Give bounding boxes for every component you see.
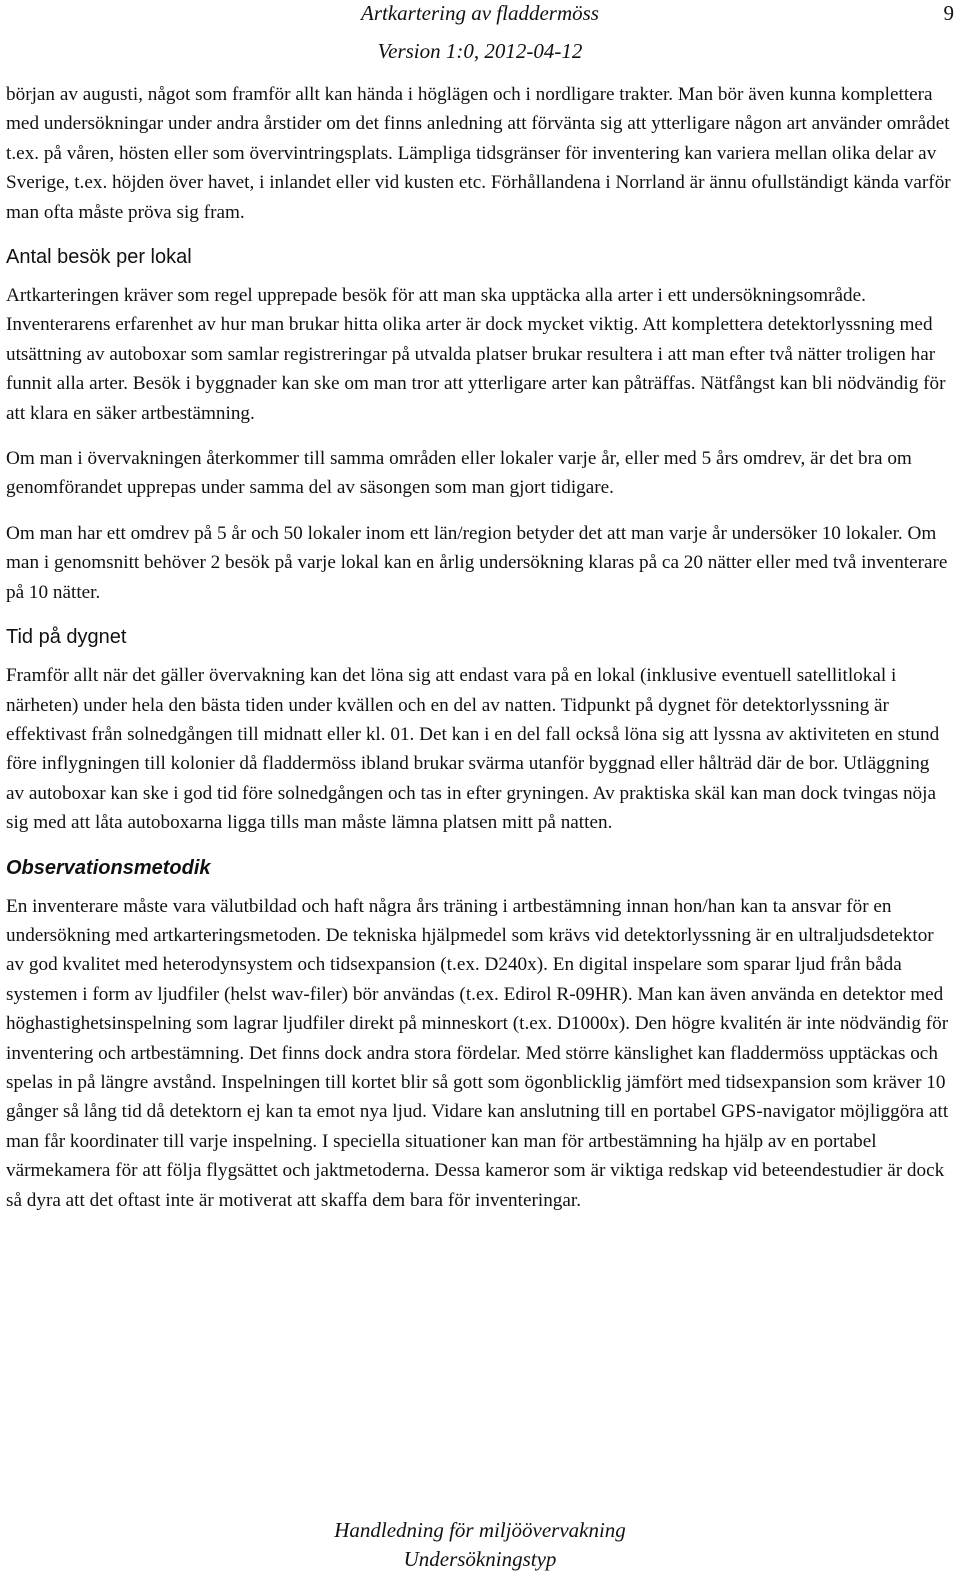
section-heading: Antal besök per lokal xyxy=(6,246,192,269)
paragraph: En inventerare måste vara välutbildad och haft några års träning i artbestämning innan hon/han kan ta ansvar för en undersökning med artkarteringsmetoden. De tekniska hjälpmedel som krävs vid detektorlyssning är en ultraljudsdetektor av god kvalitet med heterodynsystem och tidsexpansion (t.ex. D240x). En digital inspelare som sparar ljud från båda systemen i form av ljudfiler (helst wav-filer) bör användas (t.ex. Edirol R-09HR). Man kan även använda en detektor med höghastighetsinspelning som lagrar ljudfiler direkt på minneskort (t.ex. D1000x). Den högre kvalitén är inte nödvändig för inventering och artbestämning. Det finns dock andra stora fördelar. Med större känslighet kan fladdermöss upptäckas och spelas in på längre avstånd. Inspelningen till kortet blir så gott som ögonblicklig jämfört med tidsexpansion som kräver 10 gånger så lång tid då detektorn ej kan ta emot nya ljud. Vidare kan anslutning till en portabel GPS-navigator möjliggöra att man får koordinater till varje inspelning. I speciella situationer kan man för artbestämning ha hjälp av en portabel värmekamera för att följa flygsättet och jaktmetoderna. Dessa kameror som är viktiga redskap vid beteendestudier är dock så dyra att det oftast inte är motiverat att skaffa dem bara för inventeringar. xyxy=(6,895,949,1211)
page-number: 9 xyxy=(943,1,954,25)
section-antal-besok xyxy=(6,243,952,607)
paragraph: Artkarteringen kräver som regel upprepade besök för att man ska upptäcka alla arter i ett undersökningsområde. Inventerarens erfarenhet av hur man brukar hitta olika arter är dock mycket viktig. Att komplettera detektorlyssning med utsättning av autoboxar som samlar registreringar på utvalda platser brukar resultera i att man efter två nätter troligen har funnit alla arter. Besök i byggnader kan ske om man tror att ytterligare arter kan påträffas. Nätfångst kan bli nödvändig för att klara en säker artbestämning. xyxy=(6,285,946,424)
footer-line: Undersökningstyp xyxy=(403,1547,557,1571)
paragraph: Framför allt när det gäller övervakning kan det löna sig att endast vara på en lokal (inklusive eventuell satellitlokal i närheten) under hela den bästa tiden under kvällen och en del av natten. Tidpunkt på dygnet för detektorlyssning är effektivast från solnedgången till midnatt eller kl. 01. Det kan i en del fall också löna sig att lyssna av aktiviteten en stund före inflygningen till kolonier då fladdermöss ibland brukar svärma utanför byggnad eller hålträd där de bor. Utläggning av autoboxar kan ske i god tid före solnedgången och tas in efter gryningen. Av praktiska skäl kan man dock tvingas nöja sig med att låta autoboxarna ligga tills man måste lämna platsen mitt på natten. xyxy=(6,665,940,834)
document-title: Artkartering av fladdermöss xyxy=(361,1,599,25)
document-version: Version 1:0, 2012-04-12 xyxy=(377,39,583,63)
section-heading: Tid på dygnet xyxy=(6,626,127,649)
page-header xyxy=(0,0,960,74)
page-footer xyxy=(0,1516,960,1574)
section-heading: Observationsmetodik xyxy=(6,856,211,879)
section-intro-continuation xyxy=(6,80,952,227)
paragraph: Om man har ett omdrev på 5 år och 50 lokaler inom ett län/region betyder det att man varje år undersöker 10 lokaler. Om man i genomsnitt behöver 2 besök på varje lokal kan en årlig undersökning klaras på ca 20 nätter eller med två inventerare på 10 nätter. xyxy=(6,522,948,603)
footer-line: Handledning för miljöövervakning xyxy=(334,1518,626,1542)
page-content xyxy=(6,80,952,1231)
section-tid-pa-dygnet xyxy=(6,623,952,837)
paragraph: början av augusti, något som framför allt kan hända i höglägen och i nordligare trakter. Man bör även kunna komplettera med undersökningar under andra årstider om det finns anledning att förvänta sig att ytterligare någon art använder området t.ex. på våren, hösten eller som övervintringsplats. Lämpliga tidsgränser för inventering kan variera mellan olika delar av Sverige, t.ex. höjden över havet, i inlandet eller vid kusten etc. Förhållandena i Norrland är ännu ofullständigt kända varför man ofta måste pröva sig fram. xyxy=(6,84,951,223)
section-observationsmetodik xyxy=(6,854,952,1215)
paragraph: Om man i övervakningen återkommer till samma områden eller lokaler varje år, eller med 5 års omdrev, är det bra om genomförandet upprepas under samma del av säsongen som man gjort tidigare. xyxy=(6,448,912,499)
